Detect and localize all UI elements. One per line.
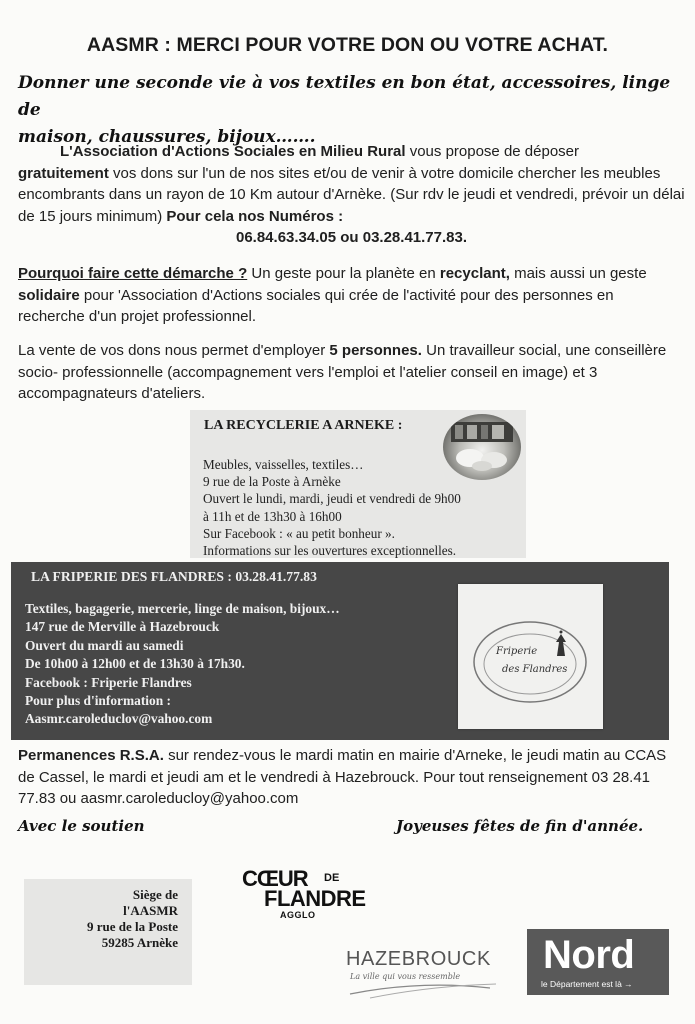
hazebrouck-logo-tagline: La ville qui vous ressemble	[350, 972, 461, 981]
recyclerie-title: LA RECYCLERIE A ARNEKE :	[204, 418, 403, 433]
para2-text-3: pour 'Association d'Actions sociales qui crée de l'activité pour des personnes en recherche d'un projet professionnel.	[18, 286, 614, 325]
recyclerie-line: Meubles, vaisselles, textiles…	[203, 457, 364, 472]
coeur-de-flandre-logo	[242, 866, 382, 926]
friperie-logo-card	[458, 584, 603, 729]
coeur-logo-agglo: AGGLO	[280, 910, 316, 920]
recyclerie-line: 9 rue de la Poste à Arnèke	[203, 474, 341, 490]
recyclerie-line: Ouvert le lundi, mardi, jeudi et vendredi de 9h00	[203, 491, 461, 507]
siege-line: 9 rue de la Poste	[87, 919, 178, 934]
intro-line-1: Donner une seconde vie à vos textiles en bon état, accessoires, linge de	[18, 73, 671, 120]
org-name: L'Association d'Actions Sociales en Milieu Rural	[60, 143, 406, 160]
recyclerie-line: Sur Facebook : « au petit bonheur ».	[203, 525, 395, 541]
friperie-card-text-1: Friperie	[496, 646, 538, 657]
para3-text-2: Un travailleur social, une conseillère socio- professionnelle (accompagnement vers l'emploi et l'atelier conseil en image) et 3 accompagnateurs d'ateliers.	[18, 342, 667, 402]
recyclerie-box	[190, 410, 526, 558]
intro-line-2: maison, chaussures, bijoux…….	[18, 127, 316, 147]
recyclerie-details	[203, 456, 523, 559]
rsa-label: Permanences R.S.A.	[18, 747, 164, 764]
fetes-text: Joyeuses fêtes de fin d'année.	[396, 817, 644, 835]
nord-departement-logo	[527, 929, 669, 995]
recyclant-word: recyclant,	[439, 265, 510, 282]
nord-logo-tagline: le Département est là →	[541, 979, 633, 989]
friperie-email: Aasmr.caroleduclov@vahoo.com	[25, 711, 213, 727]
siege-address	[24, 879, 192, 985]
siege-line: 59285 Arnèke	[101, 935, 178, 950]
solidaire-word: solidaire	[18, 286, 80, 304]
friperie-line: Facebook : Friperie Flandres	[25, 674, 192, 690]
para4-text: sur rendez-vous le mardi matin en mairie d'Arneke, le jeudi matin au CCAS de Cassel, le mardi et jeudi am et le vendredi à Hazebrouck. Pour tout renseignement 03 28.41 77.83 ou aasmr.caroleducloy@yahoo.com	[18, 747, 667, 807]
gratuit-word: gratuitement	[18, 164, 109, 182]
friperie-line: 147 rue de Merville à Hazebrouck	[25, 619, 220, 635]
siege-line: Siège de	[132, 887, 178, 902]
page-title: AASMR : MERCI POUR VOTRE DON OU VOTRE ACHAT.	[86, 34, 609, 56]
friperie-details	[25, 600, 445, 729]
friperie-line: Textiles, bagagerie, mercerie, linge de maison, bijoux…	[25, 601, 340, 616]
hazebrouck-logo	[340, 944, 500, 1000]
friperie-line: Pour plus d'information :	[25, 693, 171, 709]
para1-text-1: vous propose de déposer	[405, 143, 579, 160]
phone-numbers: 06.84.63.34.05 ou 03.28.41.77.83.	[235, 229, 467, 246]
hazebrouck-logo-name: HAZEBROUCK	[346, 948, 491, 970]
soutien-text: Avec le soutien	[18, 817, 145, 835]
para2-text-1: Un geste pour la planète en	[247, 265, 440, 282]
coeur-logo-de: DE	[324, 872, 340, 884]
why-question: Pourquoi faire cette démarche ?	[18, 265, 248, 282]
nord-logo-word: Nord	[543, 933, 635, 977]
intro-paragraph	[18, 141, 685, 249]
why-paragraph	[18, 263, 683, 328]
recyclerie-line: à 11h et de 13h30 à 16h00	[203, 508, 342, 524]
intro-slogan	[18, 70, 688, 151]
employee-count: 5 personnes.	[329, 342, 422, 359]
friperie-line: Ouvert du mardi au samedi	[25, 637, 184, 653]
coeur-logo-flandre: FLANDRE	[264, 886, 366, 911]
rsa-paragraph	[18, 745, 683, 810]
friperie-line: De 10h00 à 12h00 et de 13h30 à 17h30.	[25, 656, 245, 672]
numeros-label: Pour cela nos Numéros :	[166, 207, 344, 225]
para3-text-1: La vente de vos dons nous permet d'employer	[18, 342, 330, 359]
friperie-card-text-2: des Flandres	[502, 664, 568, 675]
recyclerie-line: Informations sur les ouvertures exceptionnelles.	[203, 543, 457, 559]
friperie-box	[11, 562, 669, 740]
friperie-title: LA FRIPERIE DES FLANDRES : 03.28.41.77.83	[31, 569, 317, 584]
employment-paragraph	[18, 340, 683, 405]
coeur-logo-word: CŒUR	[242, 866, 308, 891]
para1-text-2: vos dons sur l'un de nos sites et/ou de venir à votre domicile chercher les meubles encombrants dans un rayon de 10 Km autour d'Arnèke. (Sur rdv le jeudi et vendredi, prévoir un délai de 15 jours minimum)	[18, 164, 685, 225]
siege-line: l'AASMR	[123, 903, 178, 918]
para2-text-2: mais aussi un geste	[509, 265, 647, 282]
